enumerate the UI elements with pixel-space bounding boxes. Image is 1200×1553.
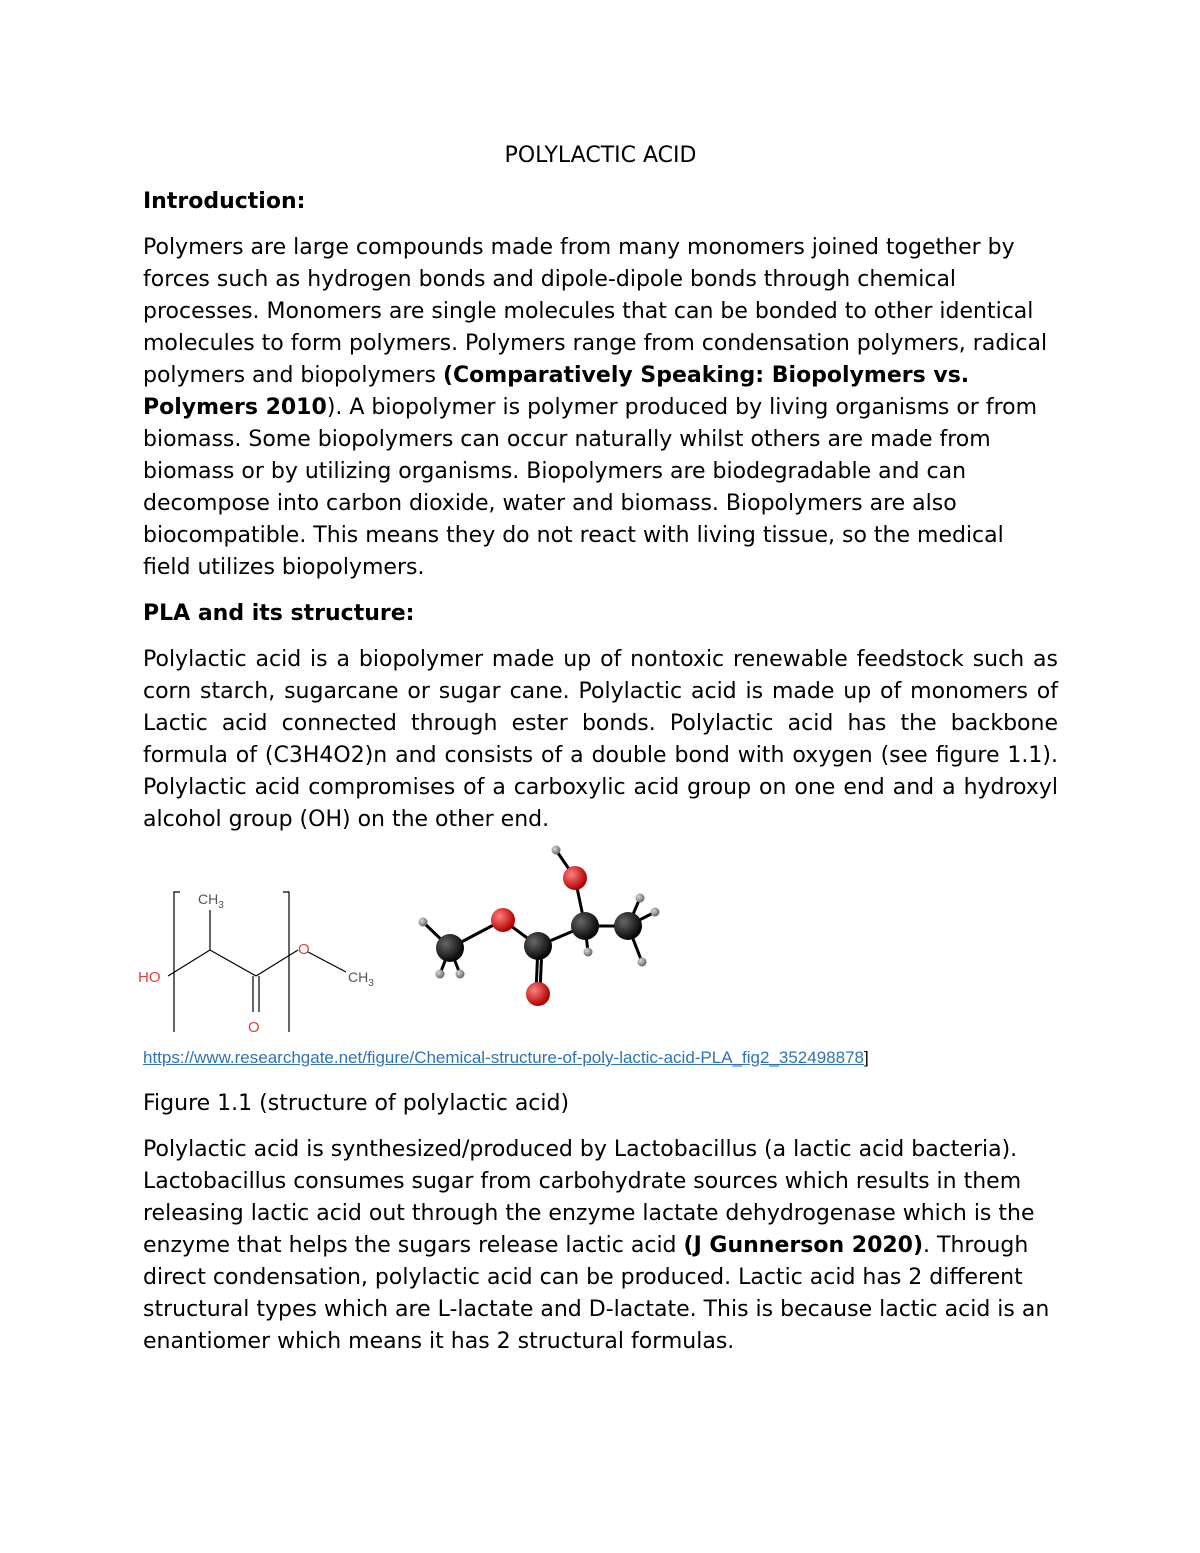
synthesis-paragraph <box>143 1134 1058 1358</box>
label-o-ester: O <box>298 941 310 958</box>
synthesis-citation: (J Gunnerson 2020) <box>683 1233 924 1258</box>
intro-heading: Introduction: <box>143 189 306 214</box>
document-page <box>138 140 1058 1372</box>
label-ch3-right: $CH_3$ <box>348 969 374 989</box>
right-bracket <box>283 892 289 1032</box>
intro-paragraph <box>143 232 1058 584</box>
synthesis-text-a: Polylactic acid is synthesized/produced by Lactobacillus (a lactic acid bacteria). Lactobacillus consumes sugar from carbohydrate sources which results in them releasing lactic acid out through the enzyme lactate dehydrogenase which is the enzyme that helps the sugars release lactic acid <box>143 1137 1035 1258</box>
atom-hydrogen <box>419 918 428 927</box>
skeletal-bonds <box>168 892 346 1032</box>
label-o-bottom: O <box>248 1019 260 1032</box>
atom-hydrogen <box>651 908 660 917</box>
skeletal-formula-diagram <box>138 852 388 1032</box>
left-bracket <box>174 892 180 1032</box>
label-ch3-top: $CH_3$ <box>198 891 224 911</box>
atom-oxygen <box>563 866 587 890</box>
atom-carbon <box>571 912 599 940</box>
atom-hydrogen <box>552 846 561 855</box>
figure-source-line <box>143 1046 1058 1070</box>
atom-carbon <box>614 912 642 940</box>
atom-oxygen <box>491 908 515 932</box>
atom-hydrogen <box>638 958 647 967</box>
atom-oxygen <box>526 982 550 1006</box>
ball-and-stick-model <box>408 842 678 1022</box>
figure-source-bracket: ] <box>863 1048 869 1067</box>
structure-heading: PLA and its structure: <box>143 601 415 626</box>
synthesis-text-b: . Through direct condensation, polylactic acid can be produced. Lactic acid has 2 different structural types which are L-lactate and D-lactate. This is because lactic acid is an enantiomer which means it has 2 structural formulas. <box>143 1233 1050 1354</box>
intro-text-a: Polymers are large compounds made from many monomers joined together by forces such as hydrogen bonds and dipole-dipole bonds through chemical processes. Monomers are single molecules that can be bonded to other identical molecules to form polymers. Polymers range from condensation polymers, radical polymers and biopolymers <box>143 235 1048 388</box>
atom-carbon <box>436 934 464 962</box>
atom-hydrogen <box>456 970 465 979</box>
atom-carbon <box>524 932 552 960</box>
intro-citation: (Comparatively Speaking: Biopolymers vs. Polymers 2010 <box>143 363 970 420</box>
atom-hydrogen <box>436 970 445 979</box>
label-ho: HO <box>138 969 161 986</box>
figure-caption: Figure 1.1 (structure of polylactic acid) <box>143 1091 570 1116</box>
structure-paragraph: Polylactic acid is a biopolymer made up of nontoxic renewable feedstock such as corn starch, sugarcane or sugar cane. Polylactic acid is made up of monomers of Lactic acid connected through ester bonds. Polylactic acid has the backbone formula of (C3H4O2)n and consists of a double bond with oxygen (see figure 1.1). Polylactic acid compromises of a carboxylic acid group on one end and a hydroxyl alcohol group (OH) on the other end. <box>143 647 1058 832</box>
figure-source-link[interactable]: https://www.researchgate.net/figure/Chemical-structure-of-poly-lactic-acid-PLA_fig2_352498878 <box>143 1048 864 1067</box>
intro-text-b: ). A biopolymer is polymer produced by living organisms or from biomass. Some biopolymers can occur naturally whilst others are made from biomass or by utilizing organisms. Biopolymers are biodegradable and can decompose into carbon dioxide, water and biomass. Biopolymers are also biocompatible. This means they do not react with living tissue, so the medical field utilizes biopolymers. <box>143 395 1038 580</box>
atom-hydrogen <box>636 894 645 903</box>
page-title: POLYLACTIC ACID <box>504 143 697 168</box>
atom-hydrogen <box>584 948 593 957</box>
figure-structure <box>138 852 1058 1032</box>
